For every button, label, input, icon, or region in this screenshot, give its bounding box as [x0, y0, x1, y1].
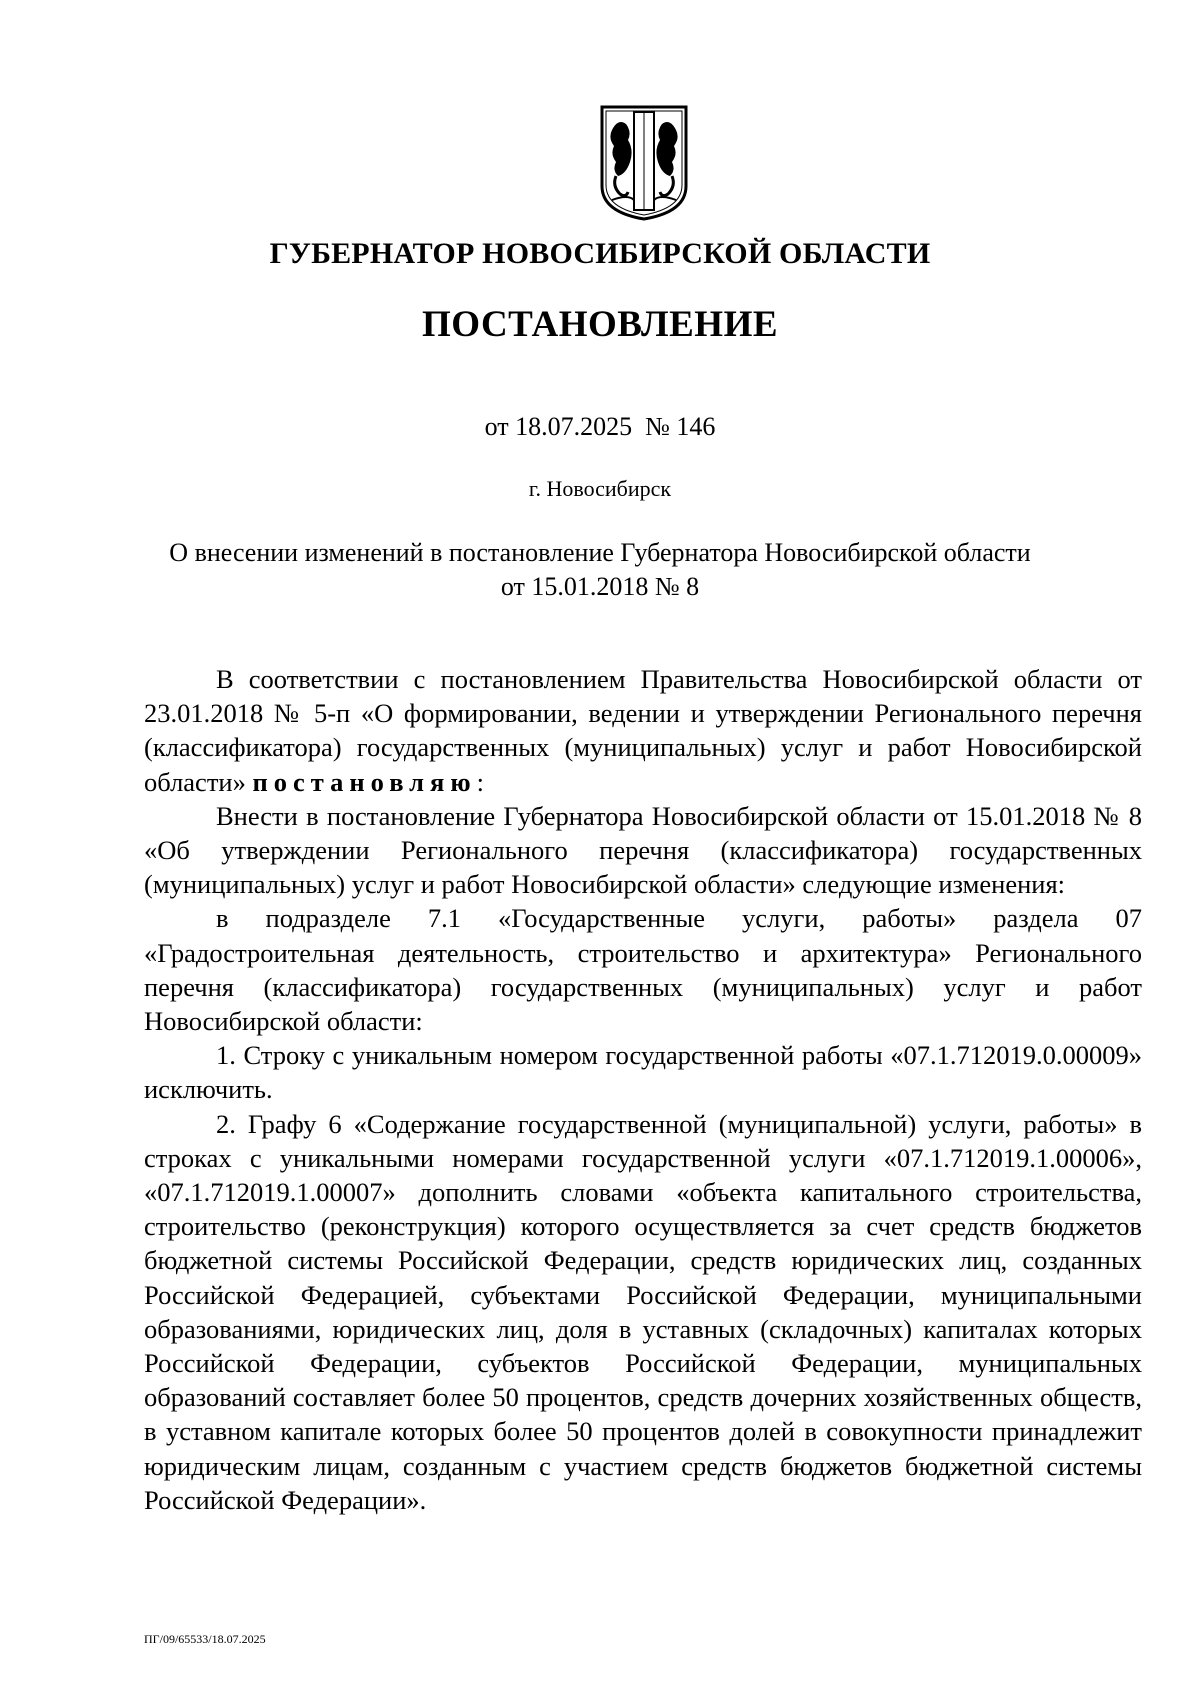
preamble-colon: : [476, 766, 484, 797]
issuer-title: ГУБЕРНАТОР НОВОСИБИРСКОЙ ОБЛАСТИ [269, 237, 931, 270]
subject-line-2: от 15.01.2018 № 8 [500, 572, 700, 601]
document-date-number: от 18.07.2025 № 146 [484, 412, 716, 441]
coat-of-arms-icon [598, 104, 690, 222]
document-place: г. Новосибирск [528, 476, 672, 501]
decree-word: постановляю [252, 766, 477, 797]
document-registration-code: ПГ/09/65533/18.07.2025 [144, 1632, 266, 1646]
document-type-heading: ПОСТАНОВЛЕНИЕ [421, 304, 779, 345]
document-subject [0, 536, 1200, 604]
paragraph-item-1: 1. Строку с уникальным номером государственной работы «07.1.712019.0.00009» исключить. [144, 1040, 1142, 1105]
paragraph-amendment-intro: Внести в постановление Губернатора Новосибирской области от 15.01.2018 № 8 «Об утверждении Регионального перечня (классификатора) государственных (муниципальных) услуг и работ Новосибирской области» следующие изменения: [144, 800, 1142, 900]
paragraph-subsection: в подразделе 7.1 «Государственные услуги, работы» раздела 07 «Градостроительная деятельность, строительство и архитектура» Регионального перечня (классификатора) государственных (муниципальных) услуг и работ Новосибирской области: [144, 903, 1142, 1037]
subject-line-1: О внесении изменений в постановление Губернатора Новосибирской области [169, 538, 1031, 567]
paragraph-item-2: 2. Графу 6 «Содержание государственной (муниципальной) услуги, работы» в строках с уникальными номерами государственной услуги «07.1.712019.1.00006», «07.1.712019.1.00007» дополнить словами «объекта капитального строительства, строительство (реконструкция) которого осуществляется за счет средств бюджетов бюджетной системы Российской Федерации, средств юридических лиц, созданных Российской Федерацией, субъектами Российской Федерации, муниципальными образованиями, юридических лиц, доля в уставных (складочных) капиталах которых Российской Федерации, субъектов Российской Федерации, муниципальных образований составляет более 50 процентов, средств дочерних хозяйственных обществ, в уставном капитале которых более 50 процентов долей в совокупности принадлежит юридическим лицам, созданным с участием средств бюджетов бюджетной системы Российской Федерации». [144, 1108, 1142, 1515]
paragraph-preamble [144, 662, 1142, 799]
document-body [144, 662, 1142, 1517]
preamble-text: В соответствии с постановлением Правительства Новосибирской области от 23.01.2018 № 5-п «О формировании, ведении и утверждении Регионального перечня (классификатора) государственных (муниципальных) услуг и работ Новосибирской области» [144, 664, 1142, 797]
